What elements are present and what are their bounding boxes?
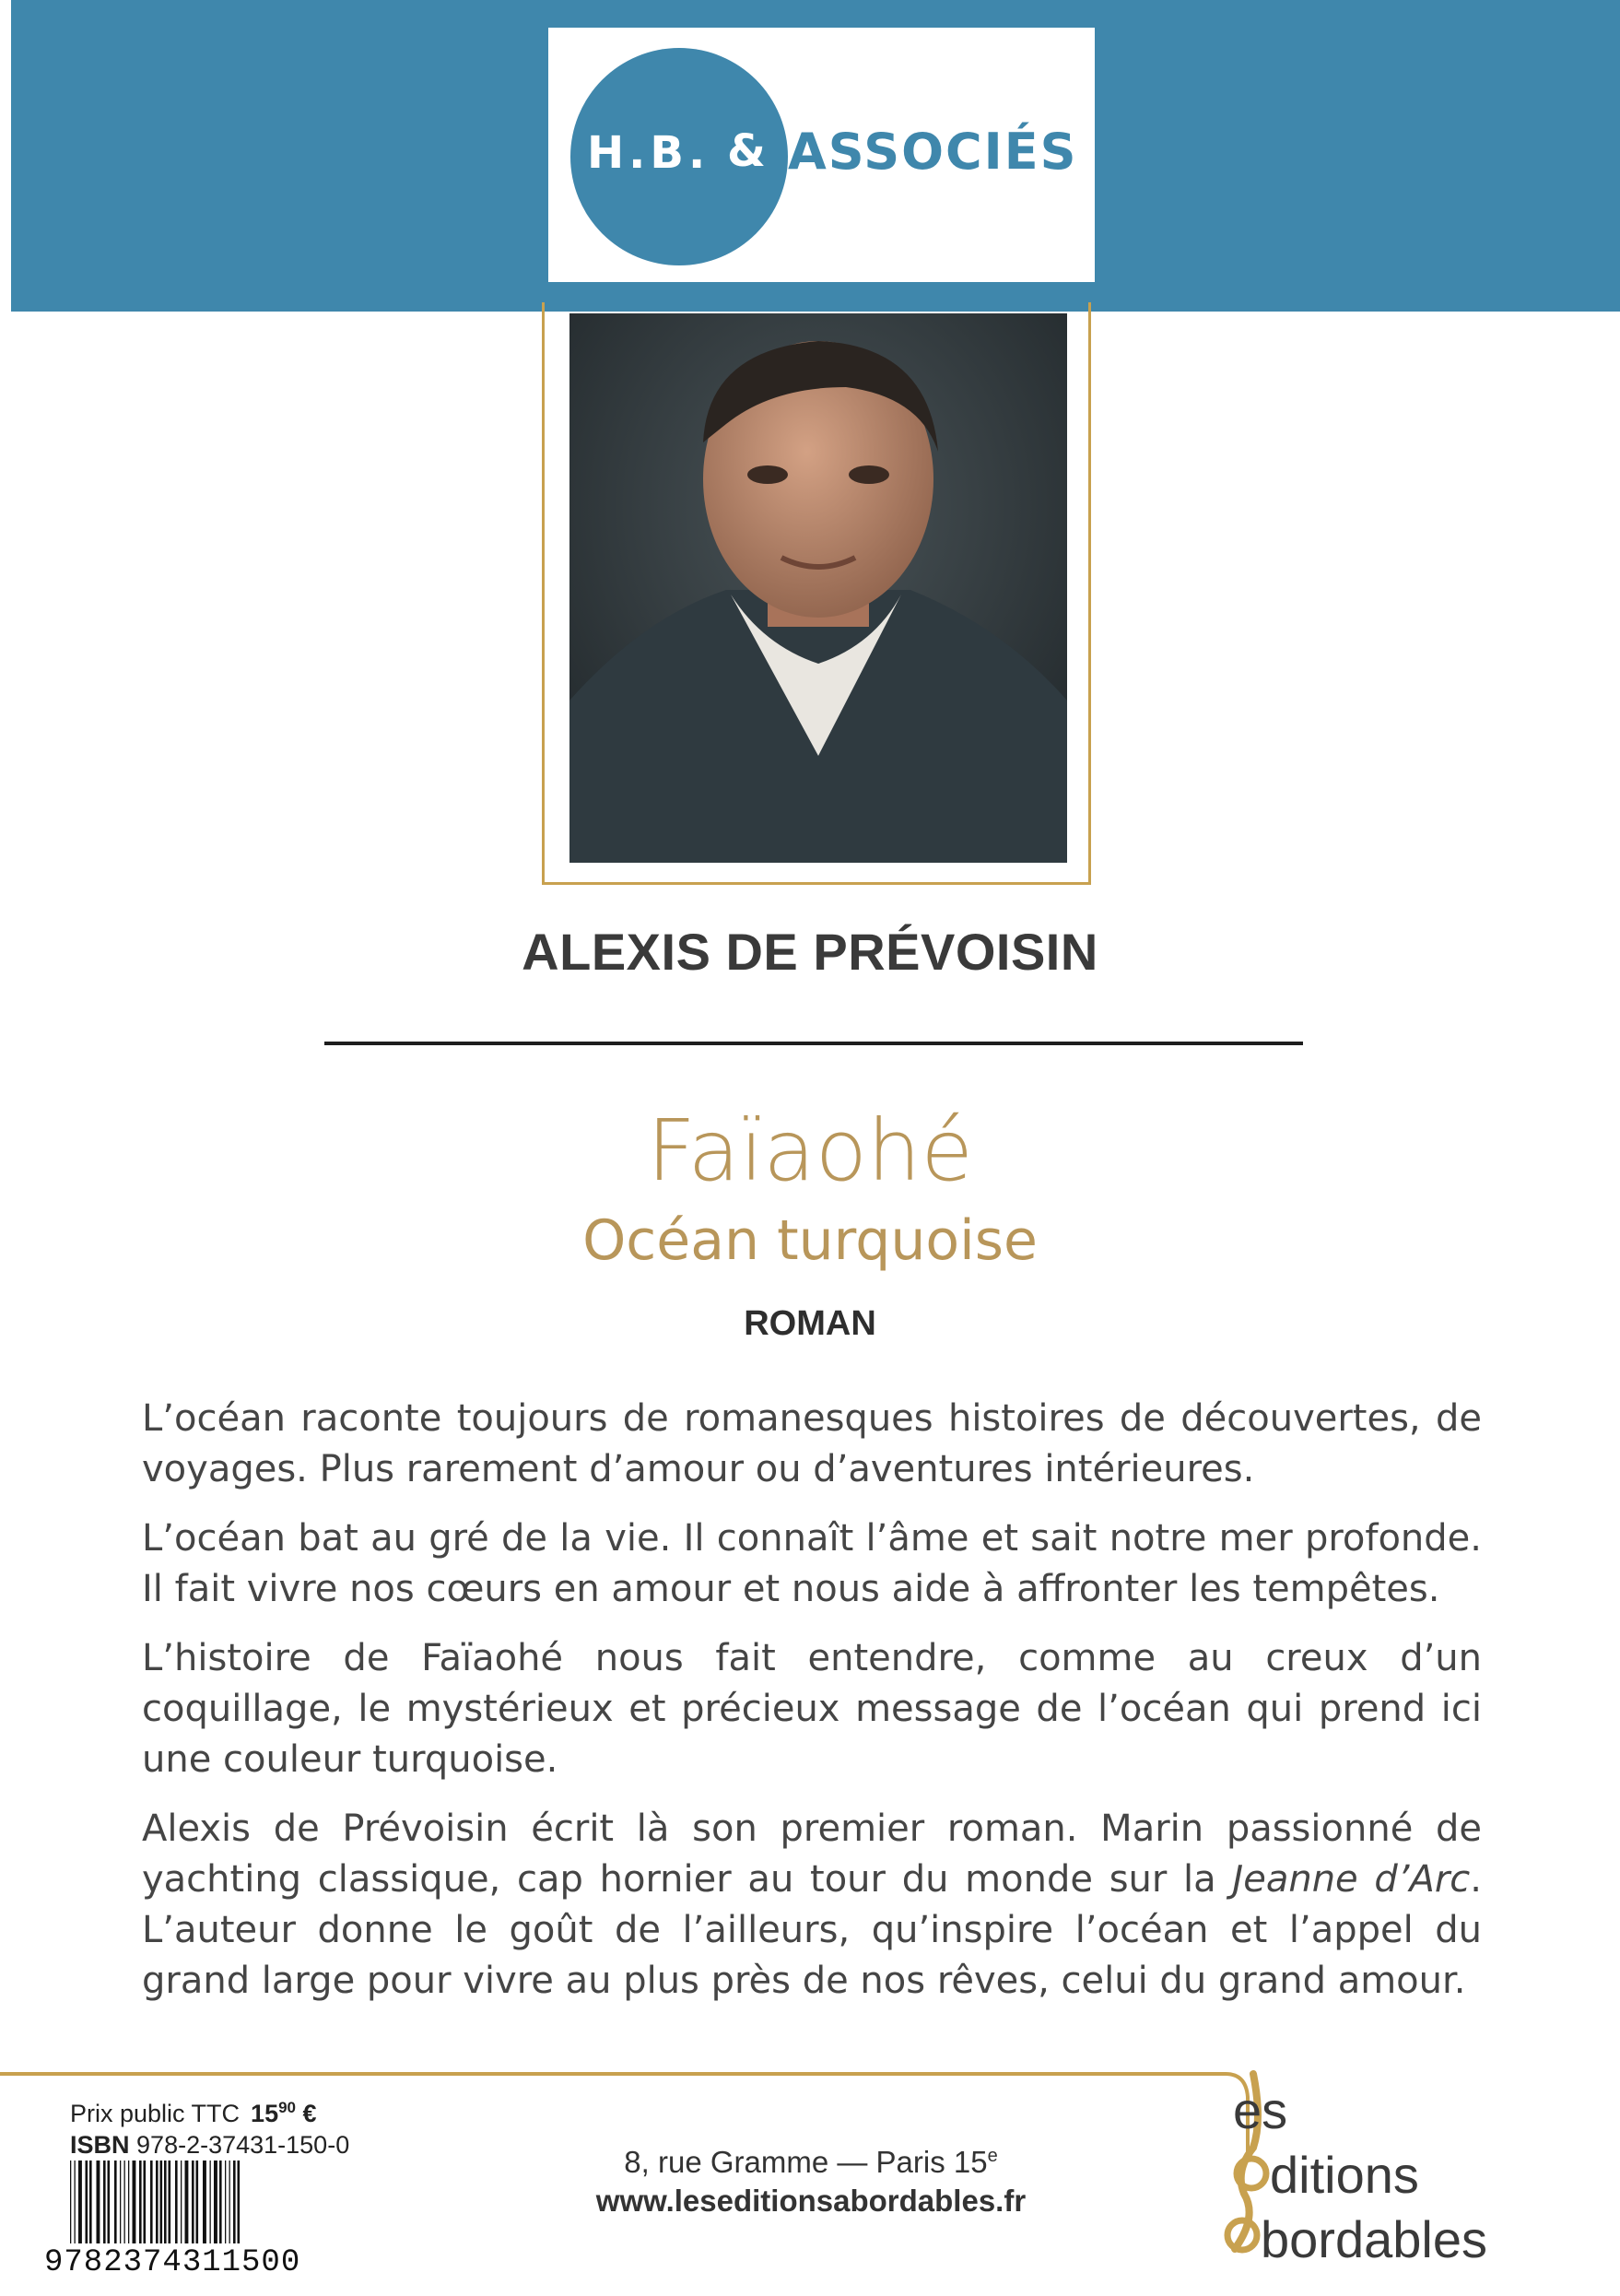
barcode-bar xyxy=(114,2161,117,2243)
barcode-bar xyxy=(156,2161,158,2243)
barcode-bar xyxy=(139,2161,142,2243)
barcode-bar xyxy=(219,2161,222,2243)
isbn-label: ISBN xyxy=(70,2131,130,2159)
hb-associes-logo xyxy=(548,28,1095,282)
book-genre: ROMAN xyxy=(744,1304,876,1343)
price-label: Prix public TTC xyxy=(70,2100,241,2127)
barcode-bar xyxy=(214,2161,217,2243)
barcode-bar xyxy=(108,2161,111,2243)
barcode-bar xyxy=(89,2161,92,2243)
barcode-bar xyxy=(229,2161,230,2243)
blurb-p4-end: . L’auteur donne le goût de l’ailleurs, qu’inspire l’océan et l’appel du grand large pour vivre au plus près de nos rêves, celui du grand amour. xyxy=(142,1858,1483,2002)
publisher-logo-word-1: es xyxy=(1233,2081,1288,2139)
publisher-website: www.leseditionsabordables.fr xyxy=(595,2184,1027,2218)
barcode-bar xyxy=(103,2161,106,2243)
barcode-bar xyxy=(144,2161,147,2243)
price-isbn-block xyxy=(70,2092,349,2161)
author-photo xyxy=(569,313,1067,863)
barcode-bar xyxy=(233,2161,236,2243)
barcode-bar xyxy=(78,2161,82,2243)
barcode-bar xyxy=(133,2161,136,2243)
publisher-logo-word-2: ditions xyxy=(1270,2146,1419,2204)
publisher-address xyxy=(479,2137,1143,2220)
price-euros: 15 xyxy=(251,2100,279,2127)
isbn-value: 978-2-37431-150-0 xyxy=(136,2131,350,2159)
barcode-bar xyxy=(175,2161,178,2243)
logo-ampersand: & xyxy=(727,125,766,177)
barcode-bar xyxy=(75,2161,76,2243)
barcode-bar xyxy=(203,2161,206,2243)
barcode-bar xyxy=(70,2161,71,2243)
blurb-p4-ship-name: Jeanne d’Arc xyxy=(1232,1858,1471,1901)
barcode-bar xyxy=(192,2161,194,2243)
logo-hb-text: H.B. xyxy=(587,127,710,179)
book-title: Faïaohé xyxy=(647,1101,973,1200)
blurb-paragraph-4 xyxy=(142,1804,1482,2007)
barcode-bar xyxy=(150,2161,153,2243)
street-address xyxy=(479,2137,1143,2182)
street-text: 8, rue Gramme — Paris 15 xyxy=(624,2145,988,2179)
isbn-line xyxy=(70,2129,349,2161)
barcode-bar xyxy=(210,2161,211,2243)
blurb xyxy=(142,1394,1482,2025)
street-sup: e xyxy=(987,2146,998,2166)
price-value xyxy=(251,2100,317,2127)
blurb-paragraph-2: L’océan bat au gré de la vie. Il connaît l’âme et sait notre mer profonde. Il fait vivre nos cœurs en amour et nous aide à affronter les tempêtes. xyxy=(142,1517,1482,1610)
title-divider xyxy=(324,1042,1303,1045)
price-cents: 90 xyxy=(278,2099,297,2116)
price-line xyxy=(70,2092,349,2129)
barcode-bar xyxy=(128,2161,129,2243)
barcode-bar xyxy=(97,2161,100,2243)
barcode-bar xyxy=(169,2161,171,2243)
author-name: ALEXIS DE PRÉVOISIN xyxy=(522,923,1098,981)
barcode-bar xyxy=(86,2161,88,2243)
barcode-bar xyxy=(181,2161,182,2243)
publisher-logo-word-3: bordables xyxy=(1261,2210,1487,2268)
barcode-bar xyxy=(160,2161,163,2243)
book-subtitle: Océan turquoise xyxy=(582,1208,1038,1273)
les-editions-abordables-logo xyxy=(1198,2065,1603,2267)
price-currency: € xyxy=(302,2100,317,2127)
blurb-paragraph-1: L’océan raconte toujours de romanesques histoires de découvertes, de voyages. Plus rarement d’amour ou d’aventures intérieures. xyxy=(142,1397,1482,1490)
barcode-bar xyxy=(225,2161,226,2243)
barcode-bar xyxy=(164,2161,167,2243)
barcode-digits: 9782374311500 xyxy=(44,2245,301,2280)
logo-associes-text: ASSOCIÉS xyxy=(788,123,1078,181)
author-portrait-illustration xyxy=(569,313,1067,863)
barcode-bar xyxy=(120,2161,121,2243)
barcode-bar xyxy=(124,2161,125,2243)
blurb-paragraph-3: L’histoire de Faïaohé nous fait entendre, comme au creux d’un coquillage, le mystérieux et précieux message de l’océan qui prend ici une couleur turquoise. xyxy=(142,1637,1482,1781)
barcode-bar xyxy=(185,2161,189,2243)
blurb-p4-start: Alexis de Prévoisin écrit là son premier roman. Marin passionné de yachting classique, cap hornier au tour du monde sur la xyxy=(142,1807,1482,1901)
barcode-bar xyxy=(196,2161,199,2243)
barcode-bar xyxy=(238,2161,241,2243)
barcode xyxy=(66,2161,324,2243)
